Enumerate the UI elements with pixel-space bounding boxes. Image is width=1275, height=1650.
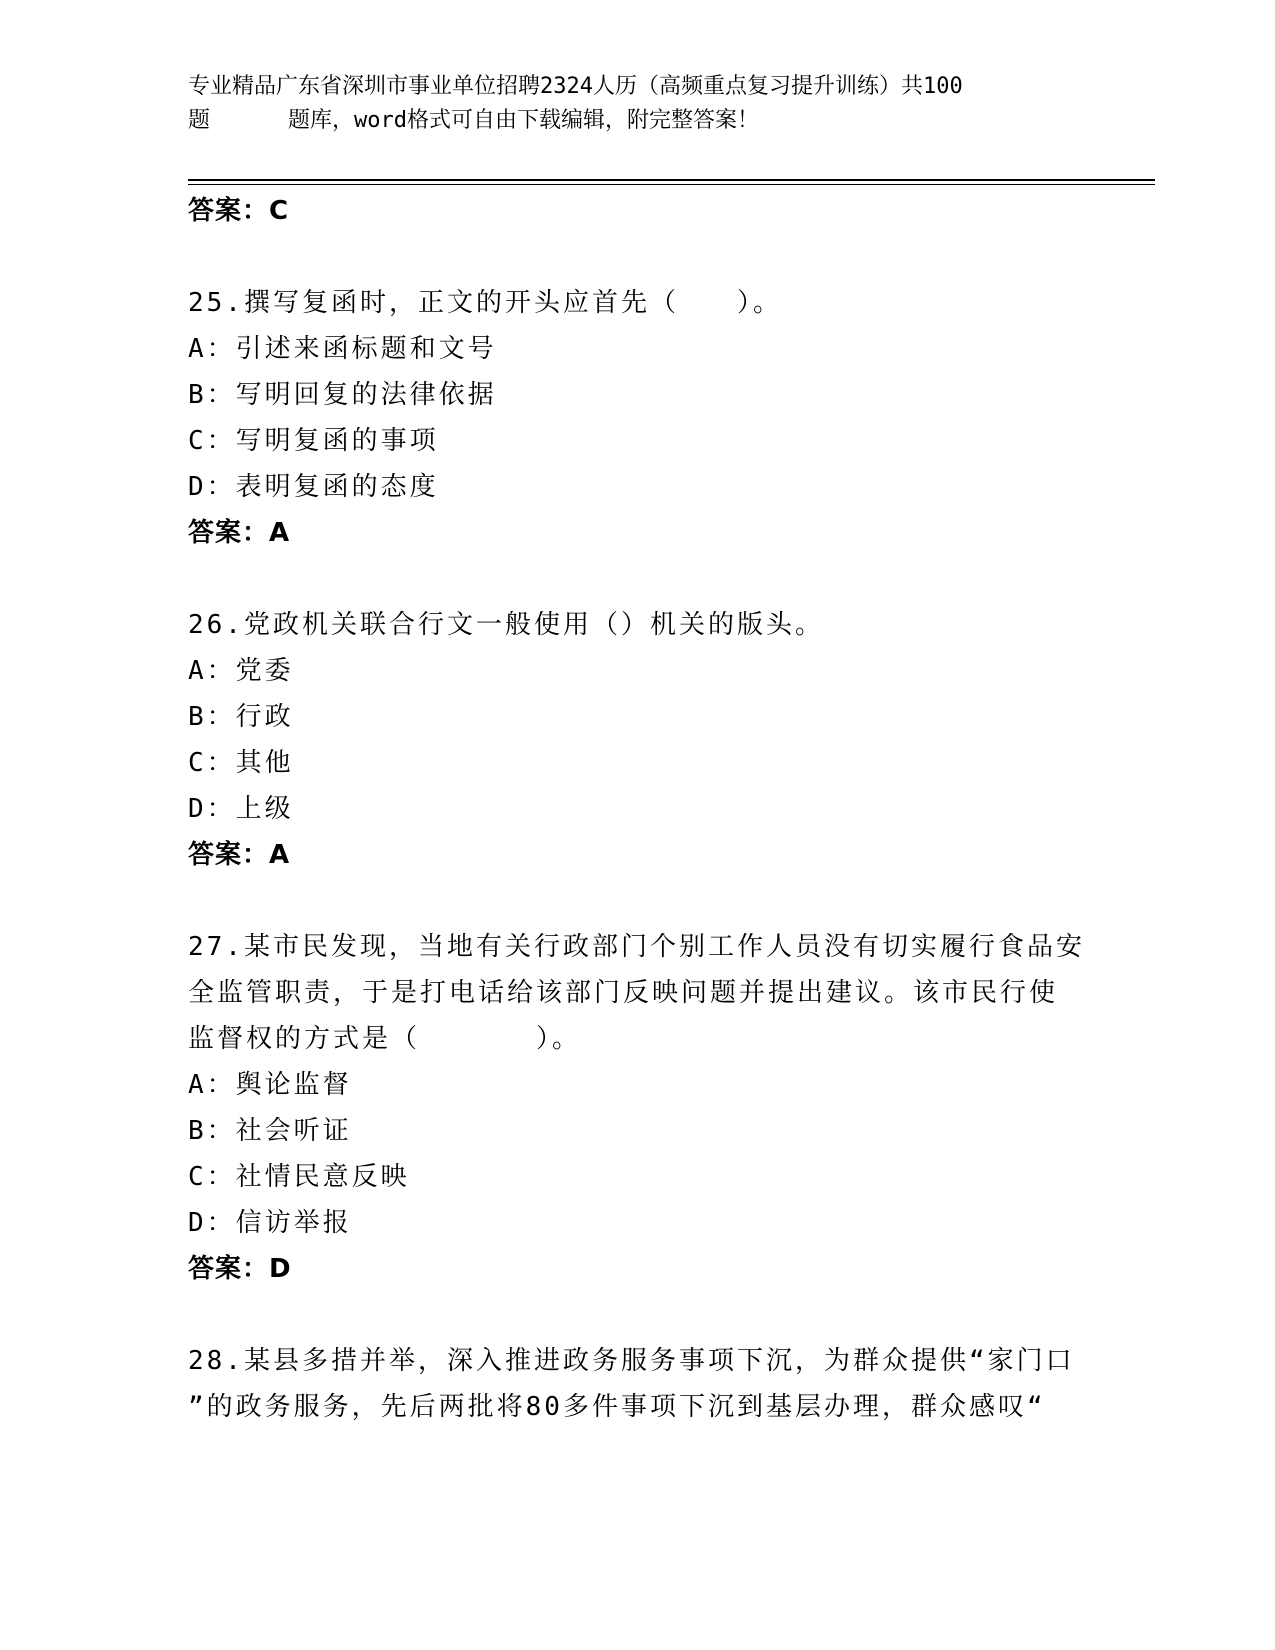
header-title-line2-left: 题 xyxy=(188,108,211,133)
option-b: B：写明回复的法律依据 xyxy=(188,380,497,410)
header-title-line2-right: 题库，word格式可自由下载编辑，附完整答案！ xyxy=(288,108,759,133)
question-stem-line-2: ”的政务服务，先后两批将80多件事项下沉到基层办理，群众感叹“ xyxy=(188,1392,1046,1422)
question-stem-line-2: 全监管职责，于是打电话给该部门反映问题并提出建议。该市民行使 xyxy=(188,978,1059,1008)
question-28 xyxy=(188,1338,1088,1430)
option-c: C：其他 xyxy=(188,748,294,778)
question-stem: 25.撰写复函时，正文的开头应首先（ ）。 xyxy=(188,288,782,318)
question-stem: 26.党政机关联合行文一般使用（）机关的版头。 xyxy=(188,610,824,640)
header-title-line1: 专业精品广东省深圳市事业单位招聘2324人历（高频重点复习提升训练）共100 xyxy=(188,74,963,99)
option-c: C：写明复函的事项 xyxy=(188,426,439,456)
option-d: D：表明复函的态度 xyxy=(188,472,439,502)
option-a: A：党委 xyxy=(188,656,294,686)
question-answer: 答案：A xyxy=(188,840,291,870)
question-stem-line-1: 28.某县多措并举，深入推进政务服务事项下沉，为群众提供“家门口 xyxy=(188,1346,1075,1376)
question-answer: 答案：D xyxy=(188,1254,292,1284)
question-stem-line-3: 监督权的方式是（ ）。 xyxy=(188,1024,582,1054)
header-divider-thin xyxy=(188,184,1155,185)
option-a: A：舆论监督 xyxy=(188,1070,352,1100)
option-b: B：行政 xyxy=(188,702,294,732)
previous-answer: 答案：C xyxy=(188,196,290,226)
option-b: B：社会听证 xyxy=(188,1116,352,1146)
question-27 xyxy=(188,924,1088,1292)
question-answer: 答案：A xyxy=(188,518,291,548)
page-header xyxy=(188,70,1088,138)
question-stem-line-1: 27.某市民发现，当地有关行政部门个别工作人员没有切实履行食品安 xyxy=(188,932,1085,962)
option-d: D：信访举报 xyxy=(188,1208,352,1238)
header-divider-thick xyxy=(188,179,1155,181)
question-25 xyxy=(188,280,1088,556)
question-26 xyxy=(188,602,1088,878)
option-d: D：上级 xyxy=(188,794,294,824)
document-body xyxy=(188,188,1088,1430)
header-title-line2 xyxy=(188,104,1088,138)
option-c: C：社情民意反映 xyxy=(188,1162,410,1192)
option-a: A：引述来函标题和文号 xyxy=(188,334,497,364)
